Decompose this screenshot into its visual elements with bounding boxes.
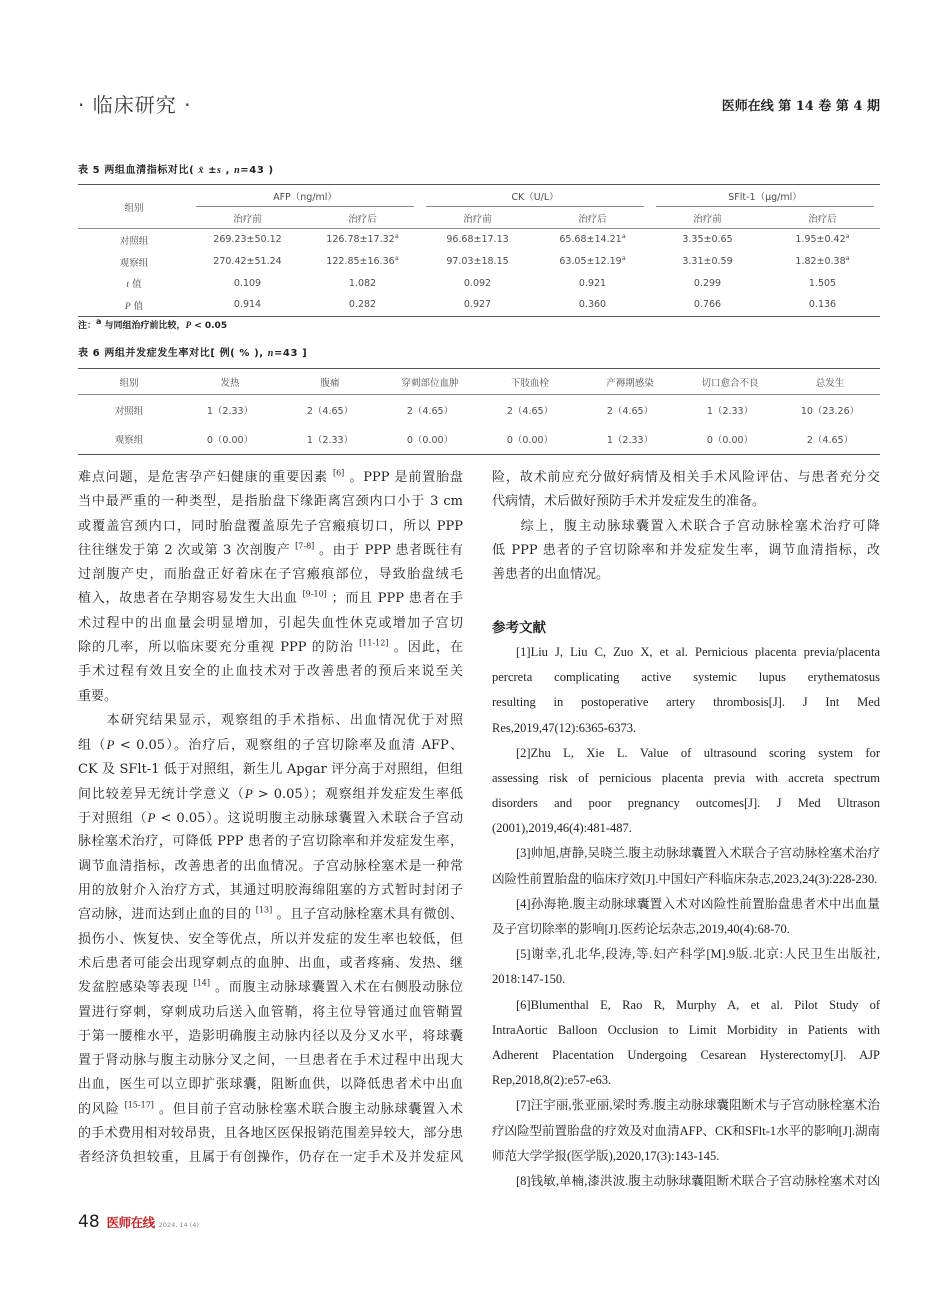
superscript-mark: [14] xyxy=(193,978,210,988)
superscript-mark: a xyxy=(621,253,626,262)
reference-line xyxy=(492,993,880,1018)
reference-item xyxy=(492,1093,880,1169)
cell-value: 0.092 xyxy=(463,277,492,289)
reference-line xyxy=(492,1144,880,1169)
text-line xyxy=(78,563,463,587)
row-label-text: 对照组 xyxy=(119,235,149,247)
page-number: 48 xyxy=(78,1212,100,1232)
table-cell: 0（0.00） xyxy=(706,435,754,447)
table-cell xyxy=(190,251,305,273)
reference-item xyxy=(492,741,880,842)
table-cell xyxy=(190,229,305,251)
text-line xyxy=(78,855,463,879)
column-header: 下肢血栓 xyxy=(480,369,580,395)
table-row xyxy=(78,251,880,273)
body-text: 善患者的出血情况。 xyxy=(492,567,610,583)
italic-symbol: P xyxy=(106,737,115,753)
cell-value: 63.05±12.19 xyxy=(559,256,622,268)
serum-index-table xyxy=(78,184,880,317)
reference-list xyxy=(492,640,880,1194)
row-label xyxy=(78,251,190,273)
body-text: < 0.05）。治疗后，观察组的子宫切除率及血清 AFP、 xyxy=(114,738,463,754)
reference-text: [1]Liu J, Liu C, Zuo X, et al. Pernicious placenta previa/placenta xyxy=(516,644,880,659)
text-line xyxy=(78,587,463,611)
body-text: 者经济负担较重，且属于有创操作，仍存在一定手术及并发症风 xyxy=(78,1150,463,1166)
superscript-mark: [9-10] xyxy=(302,590,327,600)
body-text: ；而且 PPP 患者在手 xyxy=(326,591,463,607)
text-line xyxy=(492,466,880,490)
reference-line xyxy=(492,1169,880,1194)
text-line xyxy=(492,539,880,563)
column-header-after: 治疗后 xyxy=(535,207,650,229)
reference-text: 师范大学学报(医学版),2020,17(3):143-145. xyxy=(492,1148,720,1163)
table-cell xyxy=(650,251,765,273)
text-line xyxy=(78,612,463,636)
table-row xyxy=(78,272,880,294)
table-cell: 1（2.33） xyxy=(706,405,754,417)
reference-text: Adherent Placentation Undergoing Cesarean Hysterectomy[J]. AJP xyxy=(492,1047,880,1062)
reference-text: [4]孙海艳.腹主动脉球囊置入术对凶险性前置胎盘患者术中出血量 xyxy=(516,896,880,911)
reference-line xyxy=(492,917,880,942)
table-cell xyxy=(650,294,765,316)
table-6-title xyxy=(78,346,307,362)
reference-text: 疗凶险型前置胎盘的疗效及对血清AFP、CK和SFlt-1水平的影响[J].湖南 xyxy=(492,1123,880,1138)
table-cell xyxy=(765,272,880,294)
table-cell xyxy=(765,229,880,251)
table-title-text: 表 5 两组血清指标对比( xyxy=(78,165,199,176)
column-header-before: 治疗前 xyxy=(650,207,765,229)
table-cell xyxy=(420,294,535,316)
text-line xyxy=(78,758,463,782)
body-text: 术后患者可能会出现穿刺点的血肿、出血，或者疼痛、发热、继 xyxy=(78,955,463,971)
text-line xyxy=(78,1049,463,1073)
body-text: 。且子宫动脉栓塞术具有微创、 xyxy=(272,907,463,923)
table-note-text: 与同组治疗前比较， xyxy=(101,321,186,331)
column-header-after: 治疗后 xyxy=(305,207,420,229)
paragraph xyxy=(492,515,880,588)
page-footer xyxy=(78,1212,199,1240)
table-cell xyxy=(190,294,305,316)
body-text: 置进行穿刺，穿刺成功后送入血管鞘，将主位导管通过血管鞘置 xyxy=(78,1004,463,1020)
text-line xyxy=(78,636,463,660)
reference-line xyxy=(492,1043,880,1068)
cell-value: 65.68±14.21 xyxy=(559,234,622,246)
cell-value: 1.95±0.42 xyxy=(795,234,846,246)
reference-line xyxy=(492,1018,880,1043)
body-text: 过剖腹产史，而胎盘正好着床在子宫瘢痕部位，导致胎盘绒毛 xyxy=(78,567,463,583)
reference-line xyxy=(492,690,880,715)
reference-text: disorders and poor pregnancy outcomes[J]. J Med Ultrason xyxy=(492,796,880,811)
journal-issue-label: 医师在线 第 14 卷 第 4 期 xyxy=(721,99,880,114)
text-line xyxy=(78,806,463,830)
body-text: 险，故术前应充分做好病情及相关手术风险评估、与患者充分交 xyxy=(492,470,880,485)
body-text: 。而腹主动脉球囊置入术在右侧股动脉位 xyxy=(210,980,463,996)
reference-line xyxy=(492,1119,880,1144)
body-text: 的手术费用相对较昂贵，且各地区医保报销范围差异较大，部分患 xyxy=(78,1126,463,1142)
reference-line xyxy=(492,942,880,967)
body-right-column xyxy=(492,466,880,1194)
reference-item xyxy=(492,1169,880,1194)
text-line xyxy=(78,466,463,490)
reference-line xyxy=(492,640,880,665)
table-note-text: 注： xyxy=(78,321,97,331)
reference-line xyxy=(492,841,880,866)
text-line xyxy=(78,1122,463,1146)
body-text: 手术过程有效且安全的止血技术对于改善患者的预后来说至关 xyxy=(78,664,463,680)
body-text: 综上，腹主动脉球囊置入术联合子宫动脉栓塞术治疗可降 xyxy=(520,518,880,534)
paragraph xyxy=(78,709,463,1171)
reference-item xyxy=(492,993,880,1094)
body-left-column xyxy=(78,466,463,1171)
table-cell xyxy=(305,229,420,251)
superscript-mark: a xyxy=(845,253,850,262)
table-title-text: ± xyxy=(203,165,218,176)
cell-value: 3.31±0.59 xyxy=(682,256,733,268)
table-cell: 1（2.33） xyxy=(306,435,354,447)
body-text: < 0.05）。这说明腹主动脉球囊置入术联合子宫动 xyxy=(155,811,463,827)
reference-text: Res,2019,47(12):6365-6373. xyxy=(492,720,637,735)
superscript-mark: a xyxy=(96,317,102,326)
body-text: 本研究结果显示，观察组的手术指标、出血情况优于对照 xyxy=(106,712,463,728)
body-text: 置于肾动脉与腹主动脉分叉之间，一旦患者在手术过程中出现大 xyxy=(78,1053,463,1069)
cell-value: 269.23±50.12 xyxy=(213,234,282,246)
cell-value: 3.35±0.65 xyxy=(682,234,733,246)
table-title-text: =43 ) xyxy=(240,165,274,176)
text-line xyxy=(492,563,880,587)
cell-value: 0.927 xyxy=(463,299,492,311)
table-subheader-row xyxy=(78,207,880,229)
italic-symbol: t xyxy=(126,280,130,291)
table-row xyxy=(78,425,880,455)
text-line xyxy=(78,830,463,854)
table-5-title xyxy=(78,163,274,179)
column-group-ck: CK（U/L） xyxy=(420,185,650,208)
cell-value: 96.68±17.13 xyxy=(446,234,509,246)
cell-value: 270.42±51.24 xyxy=(213,256,282,268)
italic-symbol: P xyxy=(244,785,253,801)
cell-value: 1.082 xyxy=(348,277,377,289)
body-text: 当中最严重的一种类型，是指胎盘下缘距离宫颈内口小于 3 cm xyxy=(78,494,463,510)
reference-text: 及子宫切除率的影响[J].医药论坛杂志,2019,40(4):68-70. xyxy=(492,922,790,937)
body-text: 脉栓塞术治疗，可降低 PPP 患者的子宫切除率和并发症发生率， xyxy=(78,834,463,850)
row-label xyxy=(78,294,190,316)
superscript-mark: a xyxy=(845,232,850,241)
text-line xyxy=(492,490,880,514)
table-cell xyxy=(420,251,535,273)
text-line xyxy=(78,1098,463,1122)
paragraph xyxy=(492,466,880,515)
superscript-mark: a xyxy=(394,253,399,262)
reference-text: [8]钱敏,单楠,漆洪波.腹主动脉球囊阻断术联合子宫动脉栓塞术对凶 xyxy=(516,1173,880,1188)
reference-line xyxy=(492,1068,880,1093)
table-cell: 0（0.00） xyxy=(206,435,254,447)
reference-line xyxy=(492,665,880,690)
reference-text: 凶险性前置胎盘的临床疗效[J].中国妇产科临床杂志,2023,24(3):228-230. xyxy=(492,871,878,886)
body-text: 除的几率，所以临床要充分重视 PPP 的防治 xyxy=(78,640,360,656)
reference-text: assessing risk of pernicious placenta previa with accreta spectrum xyxy=(492,770,880,785)
text-line xyxy=(78,490,463,514)
row-label-text: 值 xyxy=(130,300,144,312)
table-cell: 2（4.65） xyxy=(606,405,654,417)
superscript-mark: a xyxy=(621,232,626,241)
body-text: > 0.05）；观察组并发症发生率低 xyxy=(252,786,463,802)
body-text: 损伤小、恢复快、安全等优点，所以并发症的发生率也较低，但 xyxy=(78,931,463,947)
text-line xyxy=(78,879,463,903)
paragraph xyxy=(78,466,463,709)
table-cell xyxy=(765,294,880,316)
row-label xyxy=(78,229,190,251)
column-group-sflt1: SFlt-1（μg/ml） xyxy=(650,185,880,208)
table-header-row xyxy=(78,369,880,395)
body-text: 的风险 xyxy=(78,1101,125,1117)
cell-value: 0.299 xyxy=(693,277,722,289)
body-text: 宫动脉，进而达到止血的目的 xyxy=(78,907,256,923)
table-cell: 1（2.33） xyxy=(606,435,654,447)
table-cell: 10（23.26） xyxy=(800,405,860,417)
reference-text: percreta complicating active systemic lupus erythematosus xyxy=(492,670,880,685)
body-text: 术过程中的出血量会明显增加，引起失血性休克或增加子宫切 xyxy=(78,615,463,631)
italic-symbol: P xyxy=(147,810,156,826)
cell-value: 1.82±0.38 xyxy=(795,256,846,268)
superscript-mark: [6] xyxy=(332,468,345,478)
italic-symbol: P xyxy=(185,320,192,330)
reference-line xyxy=(492,816,880,841)
table-header-row xyxy=(78,185,880,208)
reference-line xyxy=(492,791,880,816)
text-line xyxy=(78,685,463,709)
table-cell xyxy=(650,272,765,294)
body-text: 于第一腰椎水平，造影明确腹主动脉内径以及分叉水平，将球囊 xyxy=(78,1028,463,1044)
table-cell xyxy=(305,272,420,294)
superscript-mark: [15-17] xyxy=(124,1100,154,1110)
reference-line xyxy=(492,867,880,892)
table-cell xyxy=(535,272,650,294)
table-cell: 2（4.65） xyxy=(506,405,554,417)
column-header: 腹痛 xyxy=(280,369,380,395)
table-cell: 2（4.65） xyxy=(406,405,454,417)
reference-text: resulting in postoperative artery thrombosis[J]. J Int Med xyxy=(492,695,880,710)
body-text: 往往继发于第 2 次或第 3 次剖腹产 xyxy=(78,542,296,558)
body-text: 间比较差异无统计学意义（ xyxy=(78,786,245,802)
body-text: 。但目前子宫动脉栓塞术联合腹主动脉球囊置入术 xyxy=(153,1101,463,1117)
table-cell: 1（2.33） xyxy=(206,405,254,417)
cell-value: 1.505 xyxy=(808,277,837,289)
body-text: 低 PPP 患者的子宫切除率和并发症发生率，调节血清指标，改 xyxy=(492,542,880,558)
text-line xyxy=(78,539,463,563)
body-text: CK 及 SFlt-1 低于对照组，新生儿 Apgar 评分高于对照组，但组 xyxy=(78,761,463,777)
text-line xyxy=(78,660,463,684)
italic-symbol: n xyxy=(234,165,241,176)
column-header: 产褥期感染 xyxy=(580,369,680,395)
table-cell xyxy=(420,272,535,294)
references-heading: 参考文献 xyxy=(492,619,546,636)
reference-text: 2018:147-150. xyxy=(492,972,566,987)
text-line xyxy=(492,515,880,539)
row-label: 对照组 xyxy=(114,405,144,417)
text-line xyxy=(78,1025,463,1049)
table-cell: 2（4.65） xyxy=(806,435,854,447)
cell-value: 0.136 xyxy=(808,299,837,311)
table-cell: 2（4.65） xyxy=(306,405,354,417)
superscript-mark: [7-8] xyxy=(295,541,315,551)
reference-line xyxy=(492,967,880,992)
text-line xyxy=(78,976,463,1000)
text-line xyxy=(78,952,463,976)
row-label-text: 值 xyxy=(129,279,142,291)
column-header: 发热 xyxy=(180,369,280,395)
reference-text: [5]谢幸,孔北华,段涛,等.妇产科学[M].9版.北京:人民卫生出版社, xyxy=(516,947,880,962)
complication-rate-table xyxy=(78,368,880,455)
cell-value: 126.78±17.32 xyxy=(326,234,395,246)
italic-symbol: P xyxy=(124,301,131,312)
reference-line xyxy=(492,741,880,766)
body-text: 出血，医生可以立即扩张球囊，阻断血供，以降低患者术中出血 xyxy=(78,1077,463,1093)
superscript-mark: [11-12] xyxy=(359,638,389,648)
table-cell xyxy=(305,251,420,273)
table-cell xyxy=(650,229,765,251)
table-row xyxy=(78,229,880,251)
body-text: 。因此，在 xyxy=(388,640,463,656)
body-text: 于对照组（ xyxy=(78,811,148,827)
italic-symbol: x̄ xyxy=(198,165,204,176)
column-header-group: 组别 xyxy=(78,185,190,229)
cell-value: 0.766 xyxy=(693,299,722,311)
table-cell xyxy=(305,294,420,316)
table-row xyxy=(78,294,880,316)
text-line xyxy=(78,1001,463,1025)
italic-symbol: s xyxy=(217,165,222,176)
table-title-text: 表 6 两组并发症发生率对比[ 例( % ), xyxy=(78,348,268,359)
reference-line xyxy=(492,892,880,917)
table-cell: 0（0.00） xyxy=(406,435,454,447)
row-label xyxy=(78,272,190,294)
reference-text: (2001),2019,46(4):481-487. xyxy=(492,821,632,836)
cell-value: 0.921 xyxy=(578,277,607,289)
cell-value: 0.109 xyxy=(233,277,262,289)
reference-text: IntraAortic Balloon Occlusion to Limit Morbidity in Patients with xyxy=(492,1022,880,1037)
cell-value: 0.282 xyxy=(348,299,377,311)
text-line xyxy=(78,515,463,539)
body-text: 。由于 PPP 患者既往有 xyxy=(314,542,463,558)
body-text: 发盆腔感染等表现 xyxy=(78,980,194,996)
superscript-mark: a xyxy=(394,232,399,241)
text-line xyxy=(78,1073,463,1097)
table-note-text: < 0.05 xyxy=(191,321,228,331)
reference-line xyxy=(492,1093,880,1118)
cell-value: 122.85±16.36 xyxy=(326,256,395,268)
text-line xyxy=(78,903,463,927)
body-text: 用的放射介入治疗方式，其通过明胶海绵阻塞的方式暂时封闭子 xyxy=(78,883,463,899)
cell-value: 97.03±18.15 xyxy=(446,256,509,268)
column-header: 组别 xyxy=(78,369,180,395)
row-label-text: 观察组 xyxy=(119,257,149,269)
reference-item xyxy=(492,892,880,942)
column-header: 穿刺部位血肿 xyxy=(380,369,480,395)
table-cell xyxy=(535,229,650,251)
reference-text: [2]Zhu L, Xie L. Value of ultrasound scoring system for xyxy=(516,745,880,760)
issue-label: 2024, 14 (4) xyxy=(158,1221,199,1229)
cell-value: 0.914 xyxy=(233,299,262,311)
body-text: 组（ xyxy=(78,738,107,754)
column-header: 总发生 xyxy=(780,369,880,395)
text-line xyxy=(78,733,463,757)
body-text: 植入，故患者在孕期容易发生大出血 xyxy=(78,591,303,607)
text-line xyxy=(78,1146,463,1170)
column-header-before: 治疗前 xyxy=(190,207,305,229)
table-cell xyxy=(765,251,880,273)
table-cell xyxy=(190,272,305,294)
table-cell xyxy=(535,294,650,316)
table-note xyxy=(78,317,227,334)
column-header: 切口愈合不良 xyxy=(680,369,780,395)
row-label: 观察组 xyxy=(114,435,144,447)
cell-value: 0.360 xyxy=(578,299,607,311)
superscript-mark: [13] xyxy=(255,906,273,916)
column-header-after: 治疗后 xyxy=(765,207,880,229)
body-text: 代病情，术后做好预防手术并发症发生的准备。 xyxy=(492,494,766,510)
table-title-text: =43 ] xyxy=(273,348,308,359)
text-line xyxy=(78,782,463,806)
table-title-text: , xyxy=(221,165,235,176)
column-group-afp: AFP（ng/ml） xyxy=(190,185,420,208)
journal-logo: 医师在线 xyxy=(106,1215,155,1230)
reference-text: Rep,2018,8(2):e57-e63. xyxy=(492,1073,612,1088)
reference-text: [3]帅旭,唐静,吴晓兰.腹主动脉球囊置入术联合子宫动脉栓塞术治疗 xyxy=(516,846,880,861)
italic-symbol: n xyxy=(267,348,274,359)
reference-item xyxy=(492,841,880,891)
body-text: 。PPP 是前置胎盘 xyxy=(344,470,463,485)
reference-item xyxy=(492,640,880,741)
table-cell: 0（0.00） xyxy=(506,435,554,447)
section-label: · 临床研究 · xyxy=(78,93,192,117)
body-text: 调节血清指标，改善患者的出血情况。子宫动脉栓塞术是一种常 xyxy=(78,858,463,874)
reference-line xyxy=(492,716,880,741)
column-header-before: 治疗前 xyxy=(420,207,535,229)
table-cell xyxy=(535,251,650,273)
text-line xyxy=(78,928,463,952)
reference-text: [6]Blumenthal E, Rao R, Murphy A, et al. Pilot Study of xyxy=(516,997,880,1012)
body-text: 难点问题，是危害孕产妇健康的重要因素 xyxy=(78,470,333,485)
table-row xyxy=(78,395,880,425)
body-text: 或覆盖宫颈内口，同时胎盘覆盖原先子宫瘢痕切口，所以 PPP xyxy=(78,518,463,534)
reference-line xyxy=(492,766,880,791)
reference-item xyxy=(492,942,880,992)
table-cell xyxy=(420,229,535,251)
body-text: 重要。 xyxy=(78,688,118,704)
reference-text: [7]汪宇丽,张亚丽,梁时秀.腹主动脉球囊阻断术与子宫动脉栓塞术治 xyxy=(516,1098,880,1113)
text-line xyxy=(78,709,463,733)
